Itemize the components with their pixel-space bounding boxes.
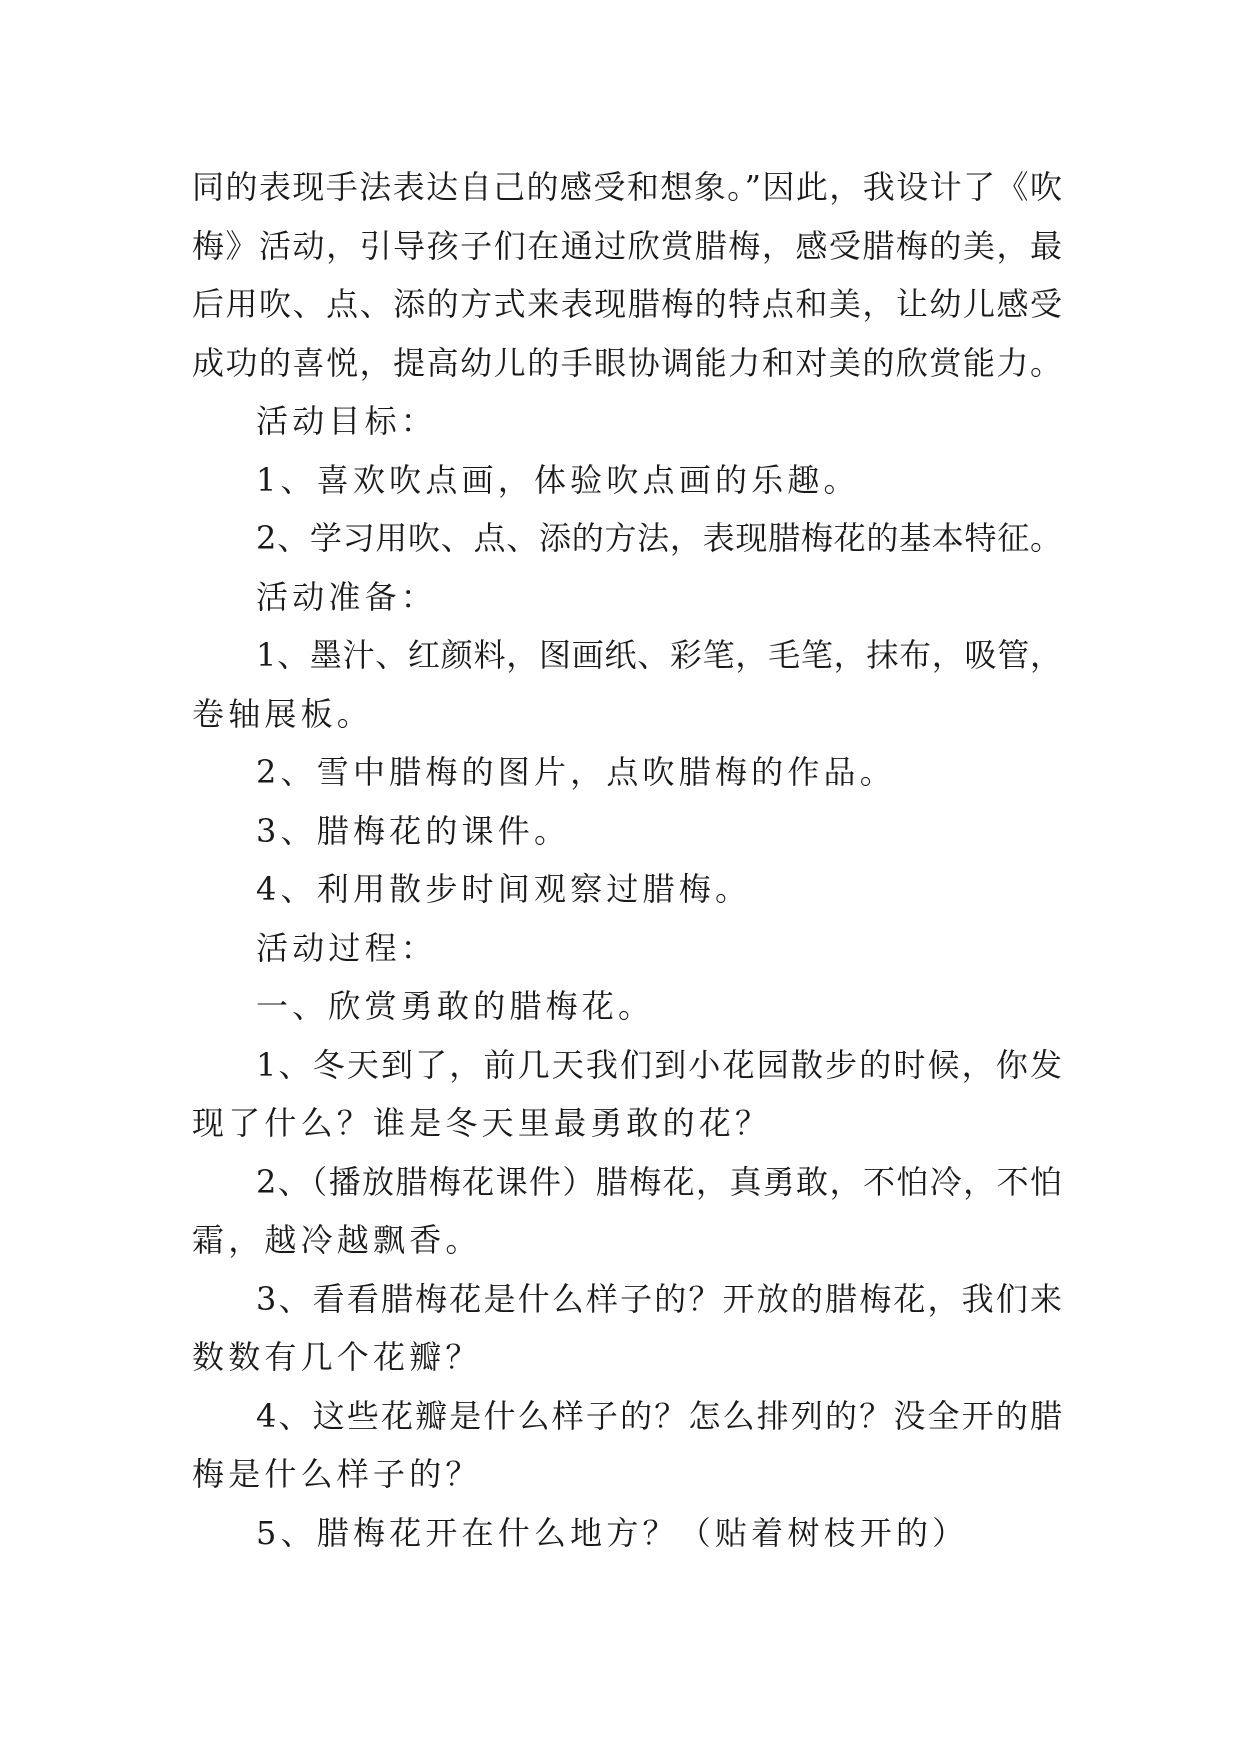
text-line: 1、冬天到了，前几天我们到小花园散步的时候，你发 [256, 1045, 1062, 1084]
text-line: 5、腊梅花开在什么地方？（贴着树枝开的） [256, 1513, 969, 1552]
text-line: 4、这些花瓣是什么样子的？怎么排列的？没全开的腊 [256, 1396, 1062, 1435]
text-line: 后用吹、点、添的方式来表现腊梅的特点和美，让幼儿感受 [192, 285, 1062, 323]
text-line: 梅是什么样子的？ [192, 1455, 482, 1493]
text-line: 同的表现手法表达自己的感受和想象。”因此，我设计了《吹 [192, 168, 1062, 206]
text-line: 一、欣赏勇敢的腊梅花。 [256, 987, 655, 1025]
text-line: 4、利用散步时间观察过腊梅。 [256, 870, 752, 908]
text-line: 活动目标： [256, 402, 438, 440]
text-line: 2、（播放腊梅花课件）腊梅花，真勇敢，不怕冷，不怕 [256, 1162, 1062, 1201]
text-line: 2、雪中腊梅的图片，点吹腊梅的作品。 [256, 753, 896, 791]
text-line: 数数有几个花瓣？ [192, 1338, 482, 1376]
text-line: 霜，越冷越飘香。 [192, 1221, 482, 1259]
text-line: 卷轴展板。 [192, 694, 374, 733]
text-line: 3、腊梅花的课件。 [256, 811, 571, 850]
document-body [192, 158, 1062, 1562]
text-line: 现了什么？谁是冬天里最勇敢的花？ [192, 1104, 772, 1142]
text-line: 梅》活动，引导孩子们在通过欣赏腊梅，感受腊梅的美，最 [192, 226, 1062, 265]
text-line: 活动过程： [256, 928, 438, 967]
text-line: 2、学习用吹、点、添的方法，表现腊梅花的基本特征。 [256, 519, 1062, 557]
text-line: 3、看看腊梅花是什么样子的？开放的腊梅花，我们来 [256, 1279, 1062, 1318]
text-line: 1、墨汁、红颜料，图画纸、彩笔，毛笔，抹布，吸管， [256, 636, 1062, 674]
text-line: 活动准备： [256, 577, 438, 616]
text-line: 成功的喜悦，提高幼儿的手眼协调能力和对美的欣赏能力。 [192, 343, 1062, 382]
text-line: 1、喜欢吹点画，体验吹点画的乐趣。 [256, 460, 860, 499]
